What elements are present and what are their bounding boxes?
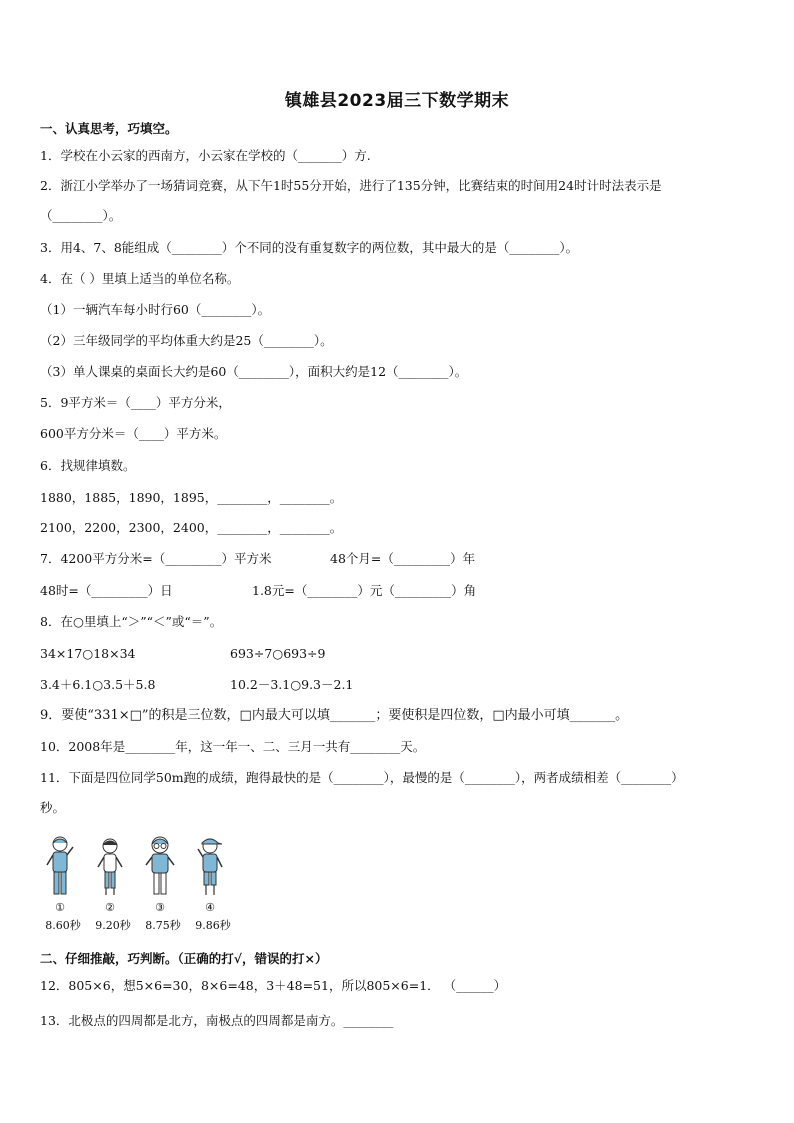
question-2-line-2: （________）。	[40, 208, 122, 223]
question-7-part-2: 48个月=（_________）年	[330, 551, 476, 566]
question-3: 3．用4、7、8能组成（________）个不同的没有重复数字的两位数，其中最大的是（________）。	[40, 240, 579, 255]
section-2-heading: 二、仔细推敲，巧判断。（正确的打√，错误的打×）	[40, 951, 328, 966]
question-7-part-1: 7．4200平方分米=（_________）平方米	[40, 551, 272, 566]
page-title: 镇雄县2023届三下数学期末	[284, 91, 510, 111]
question-2-line-1: 2．浙江小学举办了一场猜词竞赛，从下午1时55分开始，进行了135分钟，比赛结束的时间用24时计时法表示是	[40, 178, 662, 193]
question-1: 1．学校在小云家的西南方，小云家在学校的（_______）方.	[40, 148, 371, 163]
question-9: 9．要使“331×□”的积是三位数，□内最大可以填_______；要使积是四位数，□内最小可填_______。	[40, 708, 629, 723]
runner-time: 8.75秒	[145, 919, 181, 932]
question-11-line-2: 秒。	[40, 800, 66, 815]
question-6-sequence-1: 1880，1885，1890，1895，________，________。	[40, 490, 343, 505]
question-4-2: （2）三年级同学的平均体重大约是25（________）。	[40, 333, 333, 348]
question-11-line-1: 11．下面是四位同学50m跑的成绩，跑得最快的是（________），最慢的是（________），两者成绩相差（________）	[40, 770, 684, 785]
question-4: 4．在（ ）里填上适当的单位名称。	[40, 271, 240, 286]
question-13: 13．北极点的四周都是北方，南极点的四周都是南方。________	[40, 1013, 394, 1028]
question-6: 6．找规律填数。	[40, 458, 136, 473]
runner-2	[90, 835, 130, 935]
question-5-line-2: 600平方分米＝（____）平方米。	[40, 426, 227, 441]
question-5-line-1: 5．9平方米＝（____）平方分米，	[40, 395, 231, 410]
runner-number: ②	[105, 901, 115, 914]
runner-time: 9.86秒	[195, 919, 231, 932]
question-6-sequence-2: 2100，2200，2300，2400，________，________。	[40, 520, 343, 535]
question-8-b: 693÷7○693÷9	[230, 646, 326, 661]
boy-figure-icon	[44, 835, 76, 899]
question-8-a: 34×17○18×34	[40, 646, 136, 661]
runner-time: 9.20秒	[95, 919, 131, 932]
runner-figures	[40, 835, 240, 935]
boy-with-glasses-figure-icon	[144, 835, 176, 899]
question-7-part-4: 1.8元=（________）元（_________）角	[252, 583, 477, 598]
question-4-3: （3）单人课桌的桌面长大约是60（________），面积大约是12（________）。	[40, 364, 468, 379]
runner-4	[190, 835, 230, 935]
runner-number: ③	[155, 901, 165, 914]
runner-1	[40, 835, 80, 935]
question-10: 10．2008年是________年，这一年一、二、三月一共有________天。	[40, 739, 426, 754]
runner-number: ④	[205, 901, 215, 914]
question-12: 12．805×6，想5×6=30，8×6=48，3＋48=51，所以805×6=1． （______）	[40, 978, 507, 993]
question-8: 8．在○里填上“＞”“＜”或“＝”。	[40, 614, 223, 629]
runner-3	[140, 835, 180, 935]
boy-with-cap-figure-icon	[194, 835, 226, 899]
question-4-1: （1）一辆汽车每小时行60（________）。	[40, 302, 271, 317]
runner-time: 8.60秒	[45, 919, 81, 932]
question-8-c: 3.4＋6.1○3.5＋5.8	[40, 677, 156, 692]
section-1-heading: 一、认真思考，巧填空。	[40, 121, 178, 136]
girl-figure-icon	[94, 835, 126, 899]
question-8-d: 10.2－3.1○9.3－2.1	[230, 677, 354, 692]
question-7-part-3: 48时=（_________）日	[40, 583, 173, 598]
runner-number: ①	[55, 901, 65, 914]
